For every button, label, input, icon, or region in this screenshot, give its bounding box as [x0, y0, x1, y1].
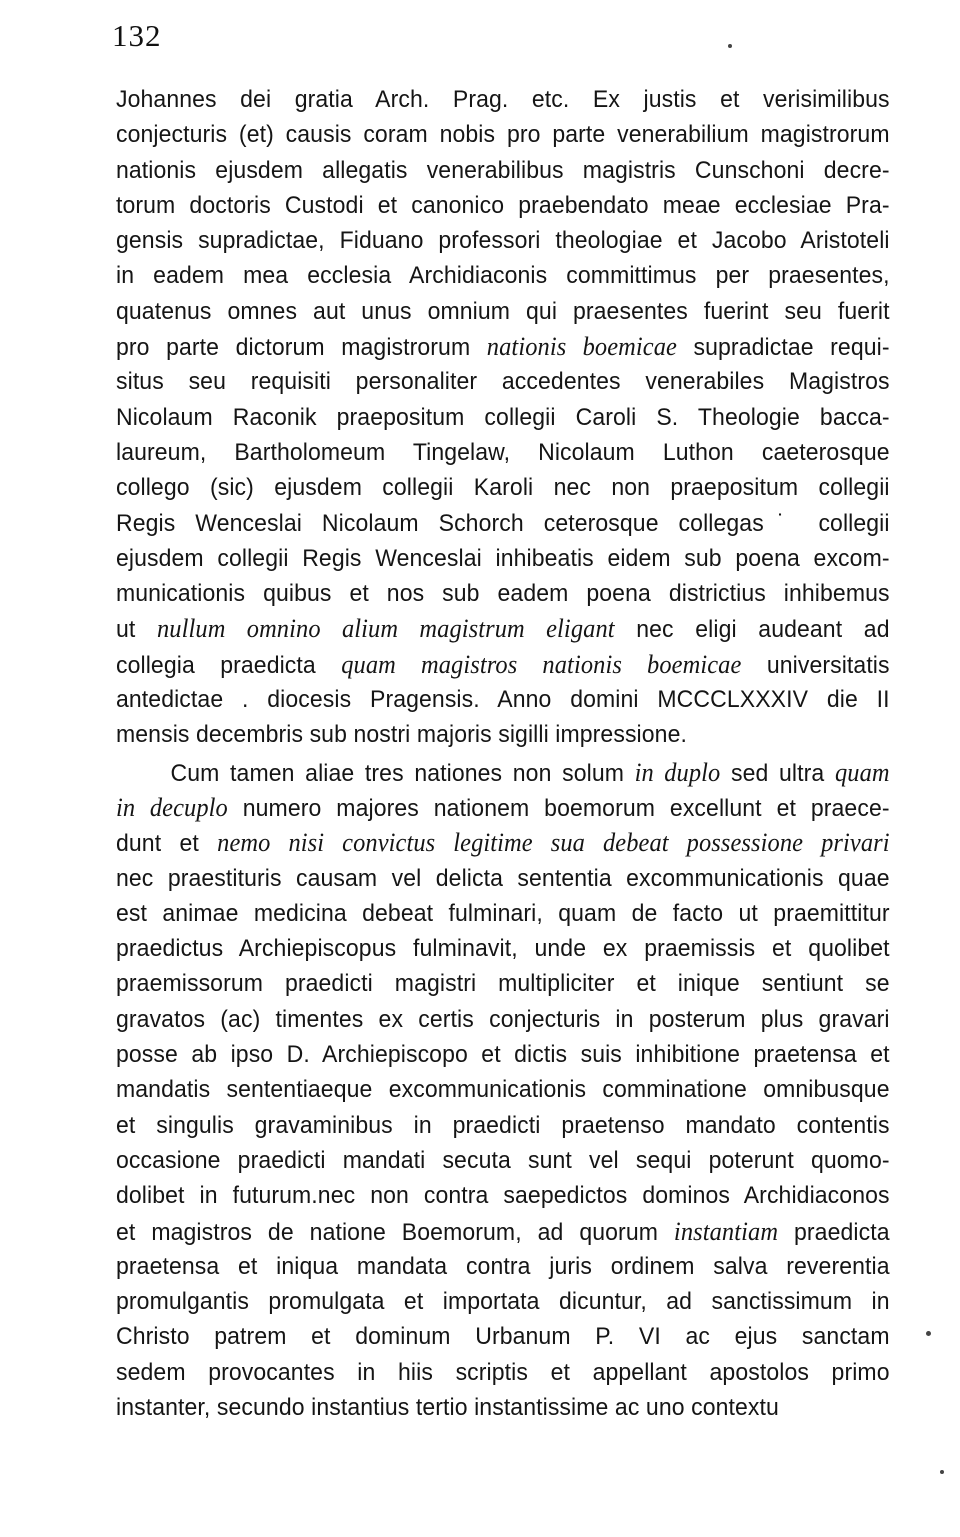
text-line	[116, 861, 890, 896]
text-segment: gravatos (ac) timentes ex certis conjecturis in posterum plus gravari	[116, 1005, 890, 1033]
text-segment: posse ab ipso D. Archiepiscopo et dictis suis inhibitione praetensa et	[116, 1041, 890, 1069]
text-segment: gensis supradictae, Fiduano professori theologiae et Jacobo Aristoteli	[116, 227, 890, 255]
text-line	[116, 223, 890, 258]
text-segment: sedem provocantes in hiis scriptis et appellant apostolos primo	[116, 1358, 890, 1386]
text-segment: mandatis sententiaeque excommunicationis comminatione omnibusque	[116, 1076, 890, 1104]
text-segment: dolibet in futurum.nec non contra saepedictos dominos Archidiaconos	[116, 1182, 890, 1210]
text-segment: mensis decembris sub nostri majoris sigilli impressione.	[116, 721, 687, 749]
text-line	[116, 647, 890, 682]
text-segment: collego (sic) ejusdem collegii Karoli nec non praepositum collegii	[116, 474, 890, 502]
text-segment: supradictae requi-	[676, 334, 890, 362]
italic-segment: quam	[834, 757, 890, 787]
text-segment: dunt et	[116, 830, 218, 858]
text-line	[116, 541, 890, 576]
page-number: 132	[112, 18, 162, 53]
text-segment: pro parte dictorum magistrorum	[116, 334, 487, 362]
text-line	[116, 717, 890, 752]
text-line	[116, 682, 890, 717]
text-line	[116, 470, 890, 505]
text-line	[116, 576, 890, 611]
text-line	[116, 1178, 890, 1213]
text-line	[116, 931, 890, 966]
text-line	[116, 117, 890, 152]
text-segment: ejusdem collegii Regis Wenceslai inhibeatis eidem sub poena excom-	[116, 544, 890, 572]
text-line	[116, 1037, 890, 1072]
text-segment: Johannes dei gratia Arch. Prag. etc. Ex justis et verisimilibus	[116, 86, 890, 113]
text-line	[116, 1072, 890, 1107]
text-line	[116, 966, 890, 1001]
text-line	[116, 258, 890, 293]
italic-segment: nemo nisi convictus legitime sua debeat possessione privari	[217, 828, 890, 858]
text-line	[116, 1355, 890, 1390]
paragraph	[116, 82, 890, 753]
print-speck	[940, 1470, 944, 1474]
text-line	[116, 1002, 890, 1037]
text-line	[116, 400, 890, 435]
text-line	[116, 1390, 890, 1425]
text-segment: promulgantis promulgata et importata dicuntur, ad sanctissimum in	[116, 1288, 890, 1316]
text-line	[116, 1249, 890, 1284]
text-segment: praemissorum praedicti magistri multipliciter et inique sentiunt se	[116, 970, 890, 998]
italic-segment: quam magistros nationis boemicae	[341, 649, 742, 679]
text-line	[116, 329, 890, 364]
text-segment: situs seu requisiti personaliter accedentes venerabiles Magistros	[116, 368, 890, 396]
text-segment: et singulis gravaminibus in praedicti praetenso mandato contentis	[116, 1111, 890, 1139]
text-segment: antedictae . diocesis Pragensis. Anno domini MCCCLXXXIV die II	[116, 686, 890, 714]
text-segment: quatenus omnes aut unus omnium qui praesentes fuerint seu fuerit	[116, 297, 890, 325]
text-segment: Nicolaum Raconik praepositum collegii Caroli S. Theologie bacca-	[116, 403, 890, 431]
italic-segment: instantiam	[673, 1216, 779, 1246]
text-line	[116, 1108, 890, 1143]
text-line	[116, 435, 890, 470]
text-line	[116, 611, 890, 646]
text-segment: nationis ejusdem allegatis venerabilibus magistris Cunschoni decre-	[116, 156, 890, 184]
print-speck	[926, 1331, 931, 1336]
text-segment: nec eligi audeant ad	[614, 616, 890, 644]
text-segment: conjecturis (et) causis coram nobis pro parte venerabilium magistrorum	[116, 121, 890, 149]
italic-segment: in duplo	[634, 757, 721, 787]
text-segment: universitatis	[741, 651, 890, 679]
text-segment: torum doctoris Custodi et canonico praebendato meae ecclesiae Pra-	[116, 191, 890, 219]
text-line	[116, 153, 890, 188]
italic-segment: nullum omnino alium magistrum eligant	[156, 614, 615, 644]
text-segment: municationis quibus et nos sub eadem poena districtius inhibemus	[116, 580, 890, 608]
text-line	[116, 506, 890, 541]
text-line	[116, 1284, 890, 1319]
text-segment: et magistros de natione Boemorum, ad quorum	[116, 1218, 674, 1246]
italic-segment: in decuplo	[116, 792, 228, 822]
text-line	[116, 1319, 890, 1354]
italic-segment: nationis boemicae	[486, 332, 677, 362]
text-segment: occasione praedicti mandati secuta sunt vel sequi poterunt quomo-	[116, 1146, 890, 1174]
text-segment: numero majores nationem boemorum excellunt et praece-	[227, 794, 890, 822]
text-segment: collegia praedicta	[116, 651, 342, 679]
text-segment: instanter, secundo instantius tertio instantissime ac uno contextu	[116, 1393, 779, 1421]
text-line	[116, 755, 890, 790]
text-line	[116, 1214, 890, 1249]
text-line	[116, 896, 890, 931]
text-segment: in eadem mea ecclesia Archidiaconis committimus per praesentes,	[116, 262, 890, 290]
text-segment: praedicta	[778, 1218, 890, 1246]
text-line	[116, 1143, 890, 1178]
text-segment: Christo patrem et dominum Urbanum P. VI ac ejus sanctam	[116, 1323, 890, 1351]
text-segment: Regis Wenceslai Nicolaum Schorch ceterosque collegas˙ collegii	[116, 509, 890, 537]
text-line	[116, 82, 890, 117]
text-segment: nec praestituris causam vel delicta sententia excommunicationis quae	[116, 864, 890, 892]
text-segment: sed ultra	[720, 759, 835, 787]
text-segment: Cum tamen aliae tres nationes non solum	[170, 759, 635, 787]
text-line	[116, 188, 890, 223]
text-segment: ut	[116, 616, 157, 644]
body-text	[116, 82, 890, 1425]
text-line	[116, 364, 890, 399]
text-line	[116, 790, 890, 825]
text-segment: laureum, Bartholomeum Tingelaw, Nicolaum Luthon caeterosque	[116, 438, 890, 466]
paragraph	[116, 755, 890, 1426]
print-speck	[728, 44, 732, 48]
text-segment: praetensa et iniqua mandata contra juris ordinem salva reverentia	[116, 1252, 890, 1280]
text-line	[116, 825, 890, 860]
text-line	[116, 294, 890, 329]
text-segment: praedictus Archiepiscopus fulminavit, unde ex praemissis et quolibet	[116, 935, 890, 963]
text-segment: est animae medicina debeat fulminari, quam de facto ut praemittitur	[116, 899, 890, 927]
